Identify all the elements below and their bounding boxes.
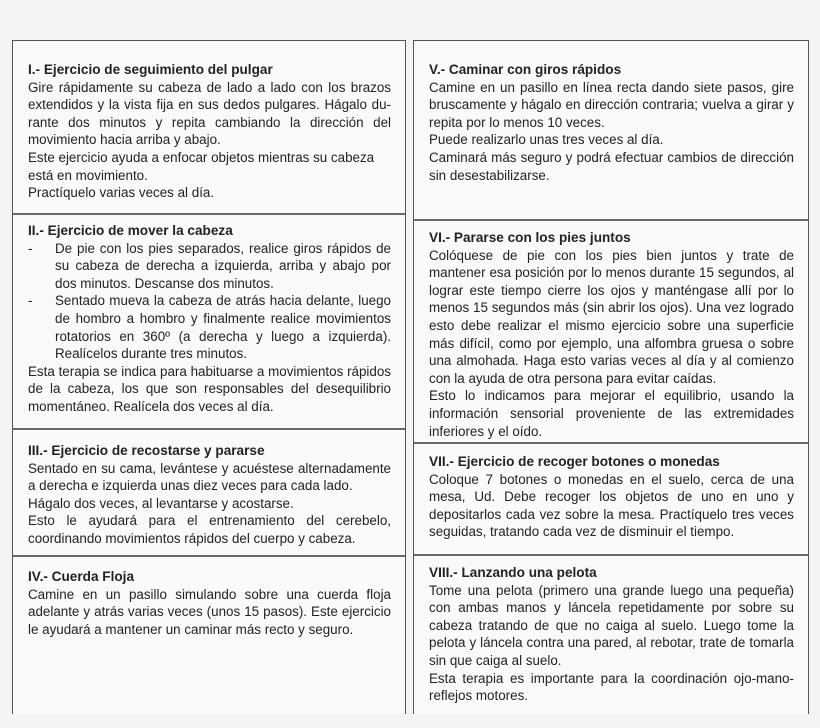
section-paragraph: Gire rápidamente su cabeza de lado a lado con los brazos extendidos y la vista fija en sus dedos pulgares. Hágalo du-rante dos minutos y repita cambiando la dirección del movimiento hacia arriba y abajo.	[28, 79, 391, 148]
section-paragraph: Caminará más seguro y podrá efectuar cambios de dirección sin desestabilizarse.	[429, 149, 794, 183]
section-4	[13, 559, 405, 709]
section-paragraph: Puede realizarlo unas tres veces al día.	[429, 132, 664, 148]
section-title: VIII.- Lanzando una pelota	[429, 565, 597, 580]
section-8	[414, 558, 808, 718]
section-paragraph: Sentado en su cama, levántese y acuéstese alternadamente a derecha e izquierda unas diez veces para cada lado.	[28, 460, 391, 494]
list-item	[28, 240, 391, 293]
section-paragraph: Practíquelo varias veces al día.	[28, 185, 215, 201]
section-paragraph: Esta terapia es importante para la coordinación ojo-mano-reflejos motores.	[429, 670, 794, 704]
section-title: II.- Ejercicio de mover la cabeza	[28, 223, 233, 238]
list-item	[28, 292, 391, 362]
section-paragraph: Coloque 7 botones o monedas en el suelo, cerca de una mesa, Ud. Debe recoger los objetos de uno en uno y depositarlos cada vez sobre la mesa. Practíquelo tres veces seguidas, tratando cada vez de disminuir el tiempo.	[429, 471, 794, 540]
section-paragraph: Esta terapia se indica para habituarse a movimientos rápidos de la cabeza, los que son responsables del desequilibrio momentáneo. Realícela dos veces al día.	[28, 363, 391, 414]
section-paragraph: Colóquese de pie con los pies bien juntos y trate de mantener esa posición por lo menos durante 15 segundos, al lograr este tiempo cierre los ojos y manténgase allí por lo menos 15 segundos más (sin abrir los ojos). Una vez logrado esto debe realizar el mismo ejercicio sobre una superficie más difícil, como por ejemplo, una alfombra gruesa o sobre una almohada. Haga esto varias veces al día y al comienzo con la ayuda de otra persona para evitar caídas.	[429, 247, 794, 386]
section-paragraph: Camine en un pasillo simulando sobre una cuerda floja adelante y atrás varias veces (unos 15 pasos). Este ejercicio le ayudará a mantener un caminar más recto y seguro.	[28, 586, 391, 637]
section-3	[13, 432, 405, 557]
section-paragraph: Hágalo dos veces, al levantarse y acostarse.	[28, 495, 294, 511]
right-column	[413, 40, 809, 714]
section-title: I.- Ejercicio de seguimiento del pulgar	[28, 62, 273, 77]
section-title: III.- Ejercicio de recostarse y pararse	[28, 443, 265, 458]
list-item-text: De pie con los pies separados, realice giros rápidos de su cabeza de derecha a izquierda, arriba y abajo por dos minutos. Descanse dos minutos.	[55, 240, 391, 291]
bullet-marker: -	[28, 240, 33, 256]
bullet-marker: -	[28, 293, 33, 309]
section-7	[414, 446, 808, 556]
section-title: IV.- Cuerda Floja	[28, 569, 135, 584]
left-column	[12, 40, 406, 714]
list-item-text: Sentado mueva la cabeza de atrás hacia delante, luego de hombro a hombro y finalmente realice movimientos rotatorios en 360º (a derecha y luego a izquierda). Realícelos durante tres minutos.	[55, 293, 391, 362]
section-paragraph: Tome una pelota (primero una grande luego una pequeña) con ambas manos y láncela repetidamente por sobre su cabeza tratando de que no caiga al suelo. Luego tome la pelota y láncela contra una pared, al rebotar, trate de tomarla sin que caiga al suelo.	[429, 582, 794, 668]
section-6	[414, 223, 808, 444]
section-title: V.- Caminar con giros rápidos	[429, 62, 622, 77]
section-paragraph: Camine en un pasillo en línea recta dando siete pasos, gire bruscamente y hágalo en dirección contraria; vuelva a girar y repita por lo menos 10 veces.	[429, 79, 794, 130]
section-5	[414, 61, 808, 221]
section-paragraph: Esto le ayudará para el entrenamiento del cerebelo, coordinando movimientos rápidos del cuerpo y cabeza.	[28, 513, 391, 546]
section-paragraph: Esto lo indicamos para mejorar el equilibrio, usando la información sensorial proveniente de las extremidades inferiores y el oído.	[429, 388, 794, 439]
section-1	[13, 61, 405, 215]
section-title: VI.- Pararse con los pies juntos	[429, 230, 631, 245]
section-2	[13, 217, 405, 430]
section-title: VII.- Ejercicio de recoger botones o monedas	[429, 454, 720, 469]
section-paragraph: Este ejercicio ayuda a enfocar objetos mientras su cabeza está en movimiento.	[28, 149, 375, 183]
